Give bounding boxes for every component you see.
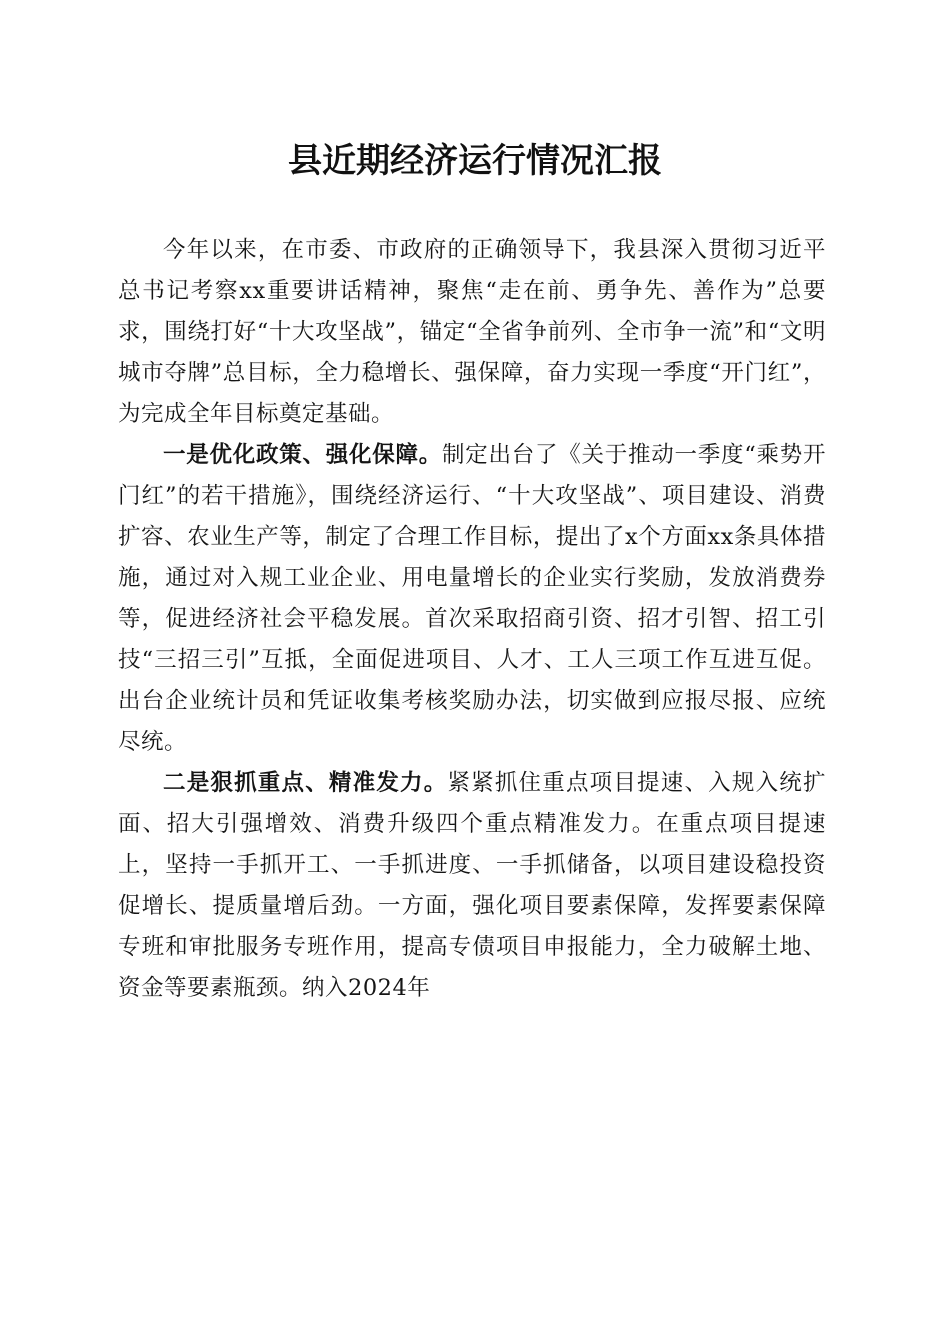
paragraph-text: 今年以来，在市委、市政府的正确领导下，我县深入贯彻习近平总书记考察xx重要讲话精神，聚焦“走在前、勇争先、善作为”总要求，围绕打好“十大攻坚战”，锚定“全省争前列、全市争一流”和“文明城市夺牌”总目标，全力稳增长、强保障，奋力实现一季度“开门红”，为完成全年目标奠定基础。 — [118, 237, 826, 427]
paragraph-lead: 一是优化政策、强化保障。 — [163, 442, 442, 468]
paragraph-policy — [118, 435, 826, 763]
document-title: 县近期经济运行情况汇报 — [288, 141, 662, 181]
paragraph-text: 制定出台了《关于推动一季度“乘势开门红”的若干措施》，围绕经济运行、“十大攻坚战”、项目建设、消费扩容、农业生产等，制定了合理工作目标，提出了x个方面xx条具体措施，通过对入规工业企业、用电量增长的企业实行奖励，发放消费券等，促进经济社会平稳发展。首次采取招商引资、招才引智、招工引技“三招三引”互抵，全面促进项目、人才、工人三项工作互进互促。出台企业统计员和凭证收集考核奖励办法，切实做到应报尽报、应统尽统。 — [118, 442, 826, 755]
paragraph-focus — [118, 763, 826, 1009]
paragraph-lead: 二是狠抓重点、精准发力。 — [163, 770, 448, 796]
paragraph-text: 紧紧抓住重点项目提速、入规入统扩面、招大引强增效、消费升级四个重点精准发力。在重点项目提速上，坚持一手抓开工、一手抓进度、一手抓储备，以项目建设稳投资促增长、提质量增后劲。一方面，强化项目要素保障，发挥要素保障专班和审批服务专班作用，提高专债项目申报能力，全力破解土地、资金等要素瓶颈。纳入2024年 — [118, 770, 826, 1001]
paragraph-intro — [118, 230, 826, 435]
document-body — [118, 230, 826, 1009]
